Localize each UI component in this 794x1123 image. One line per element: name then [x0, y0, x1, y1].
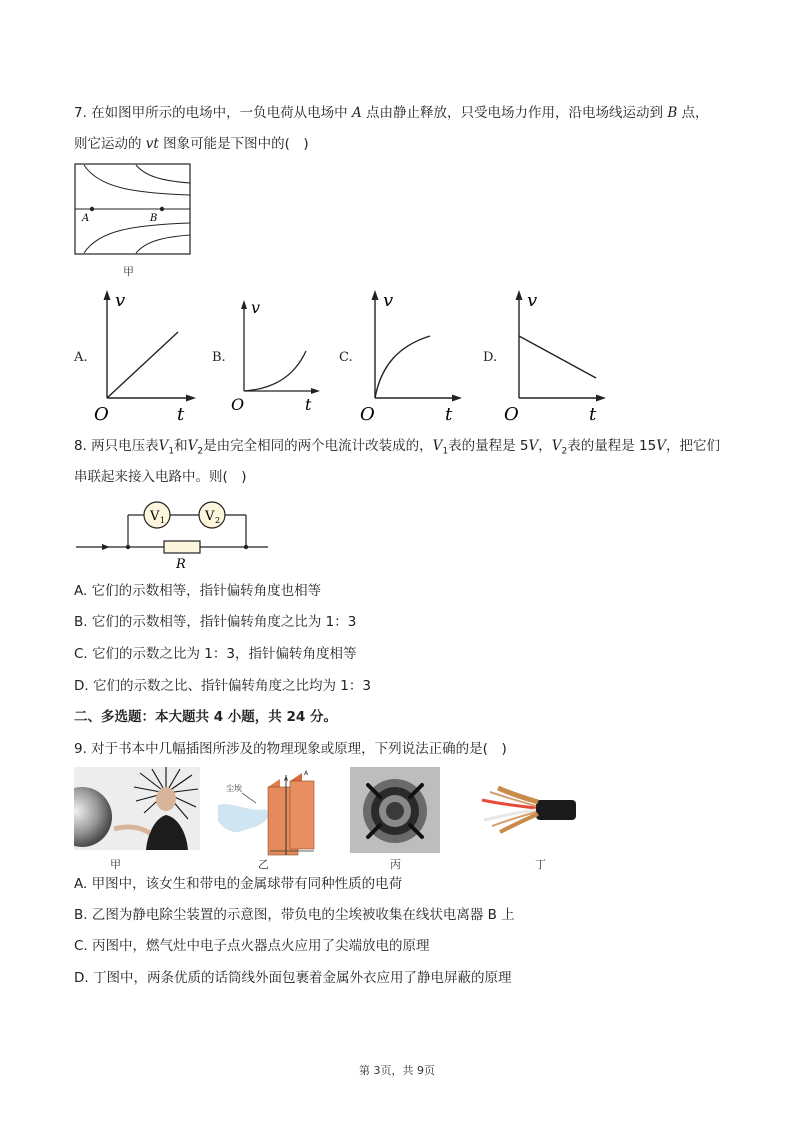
svg-text:t: t: [445, 404, 453, 424]
q8-option-d: D. 它们的示数之比、指针偏转角度之比均为 1：3: [74, 678, 371, 694]
q7-option-b-label: B.: [212, 350, 226, 365]
q7-option-a-label: A.: [74, 350, 88, 365]
photo-jia-caption: 甲: [110, 858, 121, 871]
vt-graph-b: [228, 293, 328, 417]
photo-yi-caption: 乙: [258, 858, 269, 871]
page-footer: 第 3页，共 9页: [359, 1064, 435, 1077]
svg-text:1: 1: [160, 516, 166, 525]
svg-text:A: A: [304, 770, 309, 777]
point-B-label: B: [150, 213, 158, 224]
q9-stem: 9. 对于书本中几幅插图所涉及的物理现象或原理，下列说法正确的是( ): [74, 741, 507, 757]
photo-ding-shielded-cable: [478, 780, 578, 836]
section-heading: 二、多选题：本大题共 4 小题，共 24 分。: [74, 709, 337, 725]
electric-field-figure: [74, 163, 194, 258]
svg-text:t: t: [177, 404, 185, 424]
q8-stem-line2: 串联起来接入电路中。则( ): [74, 469, 247, 485]
resistor-label: R: [176, 557, 186, 572]
svg-text:v: v: [251, 298, 261, 317]
circuit-diagram: [74, 496, 274, 572]
q9-option-b: B. 乙图为静电除尘装置的示意图，带负电的尘埃被收集在线状电离器 B 上: [74, 907, 515, 923]
svg-text:O: O: [231, 395, 245, 414]
plate-a-label: A: [284, 776, 289, 783]
q8-option-c: C. 它们的示数之比为 1：3，指针偏转角度相等: [74, 646, 357, 662]
q9-option-d: D. 丁图中，两条优质的话筒线外面包裹着金属外衣应用了静电屏蔽的原理: [74, 970, 512, 986]
svg-text:v: v: [527, 290, 538, 311]
svg-text:V: V: [205, 509, 215, 524]
q7-stem-line1: 7. 在如图甲所示的电场中，一负电荷从电场中 A 点由静止释放，只受电场力作用，沿电场线运动到 B 点，: [74, 105, 709, 121]
vt-graph-c: [356, 286, 466, 424]
photo-bing-gas-stove: [350, 767, 440, 853]
svg-text:t: t: [305, 395, 312, 414]
photo-jia-static-hair: [74, 767, 200, 850]
q7-stem-line2: 则它运动的 vt 图象可能是下图中的( ): [74, 136, 309, 152]
q8-option-a: A. 它们的示数相等，指针偏转角度也相等: [74, 583, 322, 599]
q9-option-a: A. 甲图中，该女生和带电的金属球带有同种性质的电荷: [74, 876, 403, 892]
q9-option-c: C. 丙图中，燃气灶中电子点火器点火应用了尖端放电的原理: [74, 938, 430, 954]
svg-text:v: v: [115, 290, 126, 311]
svg-text:2: 2: [215, 516, 221, 525]
q7-option-c-label: C.: [339, 350, 353, 365]
svg-text:O: O: [504, 404, 519, 424]
dust-label: 尘埃: [226, 784, 242, 793]
resistor: [164, 541, 200, 553]
svg-text:O: O: [94, 404, 109, 424]
photo-bing-caption: 丙: [390, 858, 401, 871]
photo-yi-precipitator: [214, 765, 334, 857]
svg-text:O: O: [360, 404, 375, 424]
svg-text:V: V: [150, 509, 160, 524]
q8-option-b: B. 它们的示数相等，指针偏转角度之比为 1：3: [74, 614, 357, 630]
svg-text:v: v: [383, 290, 394, 311]
q7-option-d-label: D.: [483, 350, 498, 365]
photo-ding-caption: 丁: [535, 858, 546, 871]
vt-graph-d: [500, 286, 610, 424]
figure-jia-caption: 甲: [123, 265, 134, 278]
svg-text:t: t: [589, 404, 597, 424]
q8-stem-line1: 8. 两只电压表$V_1$和$V_2$是由完全相同的两个电流计改装成的，$V_1$表的量程是 5V，$V_2$表的量程是 15V，把它们: [74, 438, 720, 457]
vt-graph-a: [88, 286, 198, 424]
point-A-label: A: [82, 213, 90, 224]
